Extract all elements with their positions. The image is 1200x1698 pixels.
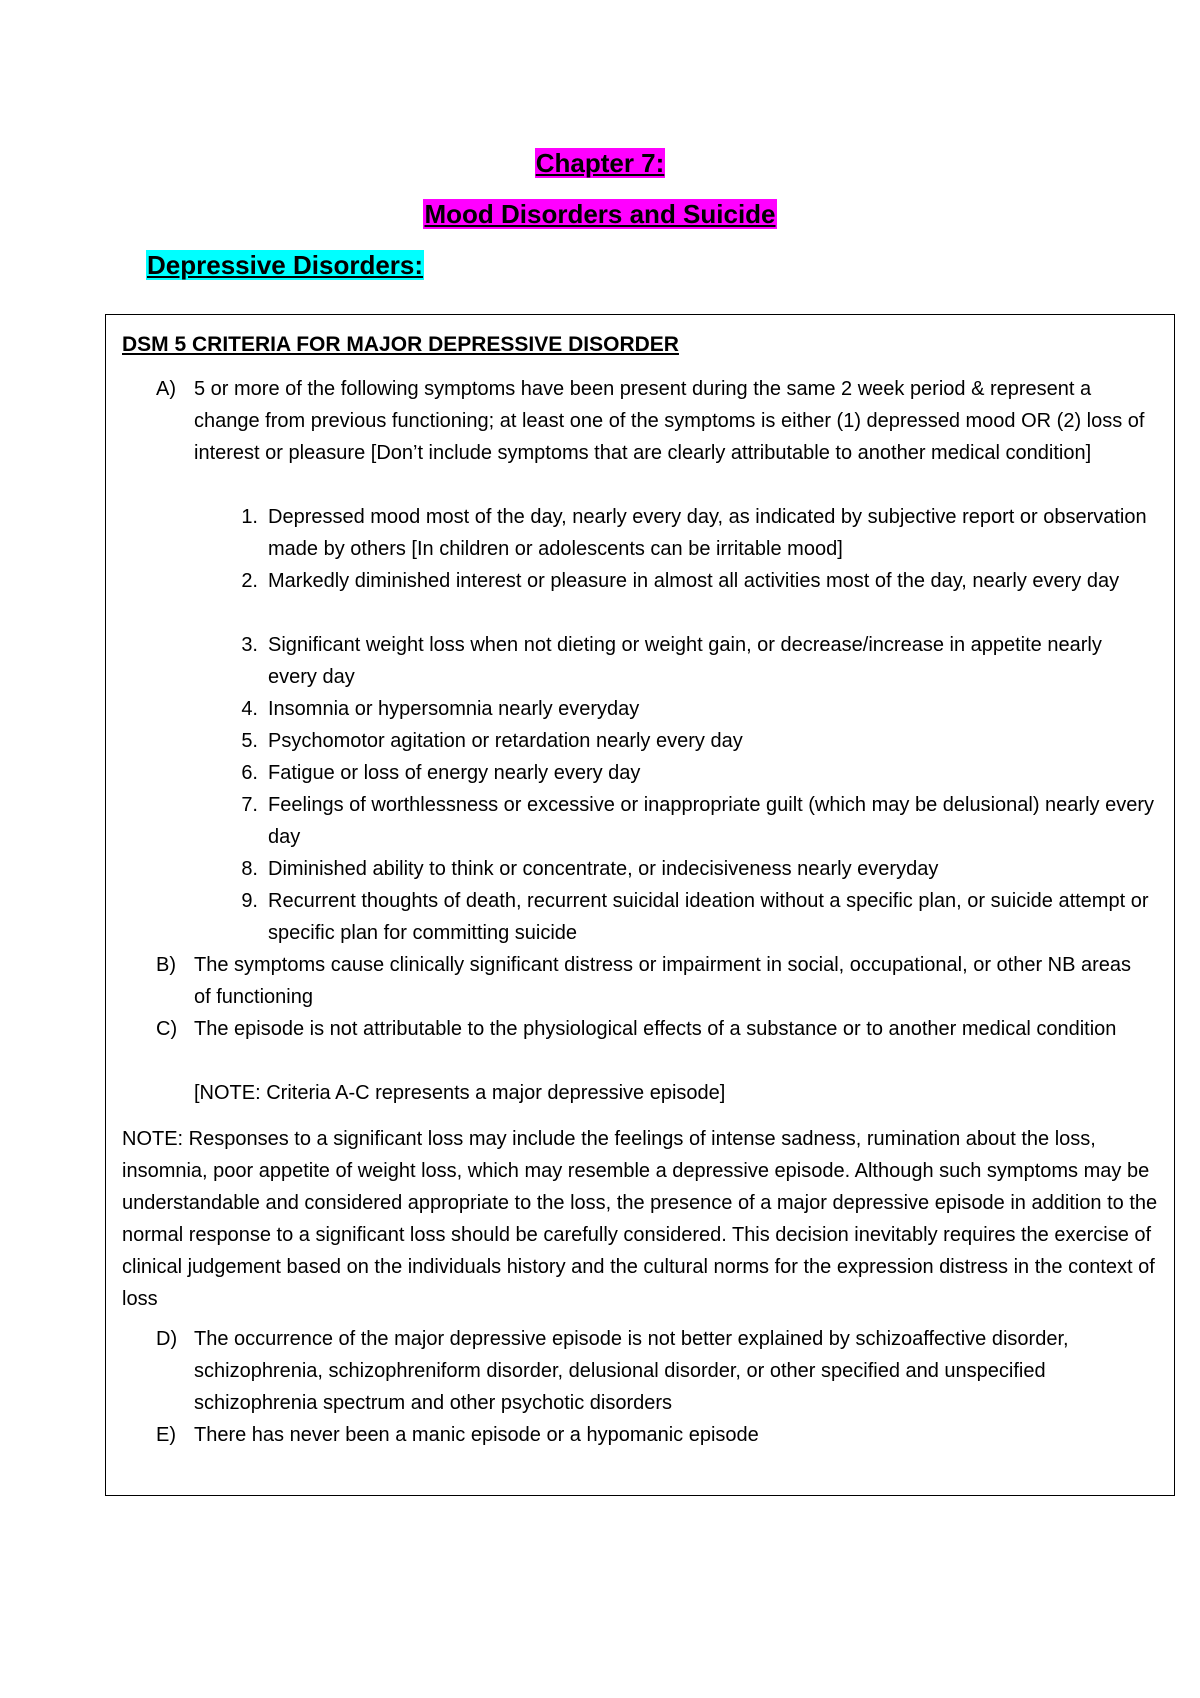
symptom-number: 8. <box>241 858 258 880</box>
symptom-number: 3. <box>241 634 258 656</box>
symptom-text: Diminished ability to think or concentrate, or indecisiveness nearly everyday <box>268 858 939 880</box>
symptom-number: 1. <box>241 506 258 528</box>
symptom-text: Insomnia or hypersomnia nearly everyday <box>268 698 640 720</box>
symptom-number: 2. <box>241 570 258 592</box>
symptom-text: Significant weight loss when not dieting or weight gain, or decrease/increase in appetite nearly every day <box>268 634 1102 688</box>
criteria-box-title: DSM 5 CRITERIA FOR MAJOR DEPRESSIVE DISORDER <box>122 333 679 356</box>
criterion-note: [NOTE: Criteria A-C represents a major depressive episode] <box>194 1082 726 1104</box>
symptom-number: 4. <box>241 698 258 720</box>
criterion-text: The symptoms cause clinically significant distress or impairment in social, occupational, or other NB areas of functioning <box>194 954 1132 1008</box>
symptom-text: Recurrent thoughts of death, recurrent suicidal ideation without a specific plan, or suicide attempt or specific plan for committing suicide <box>268 890 1149 944</box>
symptom-number: 6. <box>241 762 258 784</box>
criteria-box <box>105 314 1175 1496</box>
chapter-title: Chapter 7: <box>535 148 665 178</box>
criterion-label: D) <box>156 1328 178 1350</box>
symptom-number: 5. <box>241 730 258 752</box>
symptom-text: Fatigue or loss of energy nearly every day <box>268 762 641 784</box>
section-heading: Depressive Disorders: <box>147 250 424 280</box>
criterion-label: C) <box>156 1018 178 1040</box>
criterion-text: The episode is not attributable to the physiological effects of a substance or to another medical condition <box>194 1018 1117 1040</box>
symptom-number: 9. <box>241 890 258 912</box>
criterion-label: E) <box>156 1424 176 1446</box>
symptom-text: Depressed mood most of the day, nearly every day, as indicated by subjective report or observation made by others [In children or adolescents can be irritable mood] <box>268 506 1147 560</box>
symptom-text: Psychomotor agitation or retardation nearly every day <box>268 730 743 752</box>
criterion-text: 5 or more of the following symptoms have been present during the same 2 week period & represent a change from previous functioning; at least one of the symptoms is either (1) depressed mood OR (2) loss of interest or pleasure [Don’t include symptoms that are clearly attributable to another medical condition] <box>194 378 1145 464</box>
symptom-number: 7. <box>241 794 258 816</box>
criterion-label: A) <box>156 378 176 400</box>
criterion-text: The occurrence of the major depressive episode is not better explained by schizoaffective disorder, schizophrenia, schizophreniform disorder, delusional disorder, or other specified and unspecified schizophrenia spectrum and other psychotic disorders <box>194 1328 1069 1414</box>
symptom-text: Feelings of worthlessness or excessive or inappropriate guilt (which may be delusional) nearly every day <box>268 794 1154 848</box>
symptom-text: Markedly diminished interest or pleasure in almost all activities most of the day, nearly every day <box>268 570 1120 592</box>
note-paragraph: NOTE: Responses to a significant loss may include the feelings of intense sadness, rumination about the loss, insomnia, poor appetite of weight loss, which may resemble a depressive episode. Although such symptoms may be understandable and considered appropriate to the loss, the presence of a major depressive episode in addition to the normal response to a significant loss should be carefully considered. This decision inevitably requires the exercise of clinical judgement based on the individuals history and the cultural norms for the expression distress in the context of loss <box>122 1128 1158 1310</box>
criterion-label: B) <box>156 954 176 976</box>
criterion-text: There has never been a manic episode or a hypomanic episode <box>194 1424 759 1446</box>
chapter-subtitle: Mood Disorders and Suicide <box>424 199 776 229</box>
